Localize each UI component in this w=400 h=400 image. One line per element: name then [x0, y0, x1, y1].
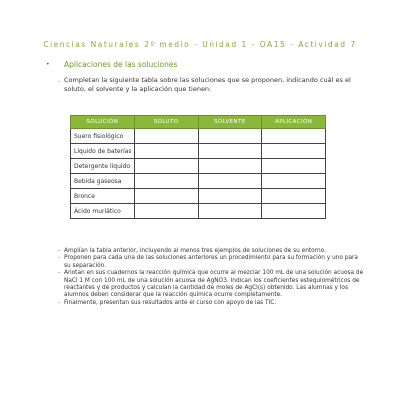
- activity-bullet: -: [58, 299, 61, 306]
- cell-soluto[interactable]: [134, 144, 198, 159]
- table-row: [71, 129, 326, 144]
- cell-soluto[interactable]: [134, 159, 198, 174]
- cell-soluto[interactable]: [134, 174, 198, 189]
- solutions-table: [70, 115, 326, 219]
- cell-aplicacion[interactable]: [262, 159, 326, 174]
- table-row: [71, 144, 326, 159]
- cell-solucion: Bebida gaseosa: [71, 174, 135, 189]
- activity-text: Anotan en sus cuadernos la reacción química que ocurre al mezclar 100 mL de una solución acuosa de NaCl 1 M con 100 mL de una solución acuosa de AgNO3. Indican los coeficientes estequiométricos de reactantes y de productos y calculan la cantidad de moles de AgCl(s) obtenido. Las alumnas y los alumnos deben considerar que la reacción química ocurre completamente.: [64, 270, 364, 299]
- activity-item: [58, 270, 364, 300]
- cell-soluto[interactable]: [134, 129, 198, 144]
- table-row: [71, 204, 326, 219]
- cell-aplicacion[interactable]: [262, 144, 326, 159]
- cell-solvente[interactable]: [198, 159, 262, 174]
- cell-solvente[interactable]: [198, 189, 262, 204]
- activity-text: Proponen para cada una de las soluciones anteriores un procedimiento para su formación y uno para su separación.: [64, 255, 358, 269]
- cell-solvente[interactable]: [198, 174, 262, 189]
- activity-bullet: -: [58, 270, 61, 277]
- cell-solucion: Líquido de baterías: [71, 144, 135, 159]
- page-header: Ciencias Naturales 2º medio - Unidad 1 - OA15 - Actividad 7: [43, 40, 357, 49]
- table-header-row: [71, 116, 326, 129]
- instructions-text: Completan la siguiente tabla sobre las soluciones que se proponen, indicando cuál es el soluto, el solvente y la aplicación que tienen:: [64, 76, 351, 93]
- activity-text: Finalmente, presentan sus resultados ante el curso con apoyo de las TIC.: [64, 299, 277, 306]
- cell-solvente[interactable]: [198, 144, 262, 159]
- activity-item: [58, 255, 364, 270]
- section-bullet: •: [46, 61, 50, 68]
- cell-aplicacion[interactable]: [262, 129, 326, 144]
- activity-bullet: -: [58, 248, 61, 254]
- cell-solvente[interactable]: [198, 204, 262, 219]
- table-row: [71, 159, 326, 174]
- activities-list: [58, 248, 364, 307]
- cell-aplicacion[interactable]: [262, 189, 326, 204]
- cell-solucion: Bronce: [71, 189, 135, 204]
- header-solucion: SOLUCIÓN: [71, 116, 135, 129]
- cell-aplicacion[interactable]: [262, 174, 326, 189]
- table-row: [71, 189, 326, 204]
- instructions-bullet: -: [58, 78, 61, 85]
- section-title: Aplicaciones de las soluciones: [64, 60, 178, 69]
- activity-item: [58, 299, 364, 307]
- cell-solvente[interactable]: [198, 129, 262, 144]
- cell-solucion: Suero fisiológico: [71, 129, 135, 144]
- cell-aplicacion[interactable]: [262, 204, 326, 219]
- header-solvente: SOLVENTE: [198, 116, 262, 129]
- header-soluto: SOLUTO: [134, 116, 198, 129]
- cell-solucion: Detergente líquido: [71, 159, 135, 174]
- header-aplicacion: APLICACIÓN: [262, 116, 326, 129]
- table-row: [71, 174, 326, 189]
- cell-soluto[interactable]: [134, 204, 198, 219]
- activity-bullet: -: [58, 255, 61, 262]
- cell-soluto[interactable]: [134, 189, 198, 204]
- cell-solucion: Ácido muriático: [71, 204, 135, 219]
- activity-text: Amplían la tabla anterior, incluyendo al menos tres ejemplos de soluciones de su entorno.: [64, 248, 326, 254]
